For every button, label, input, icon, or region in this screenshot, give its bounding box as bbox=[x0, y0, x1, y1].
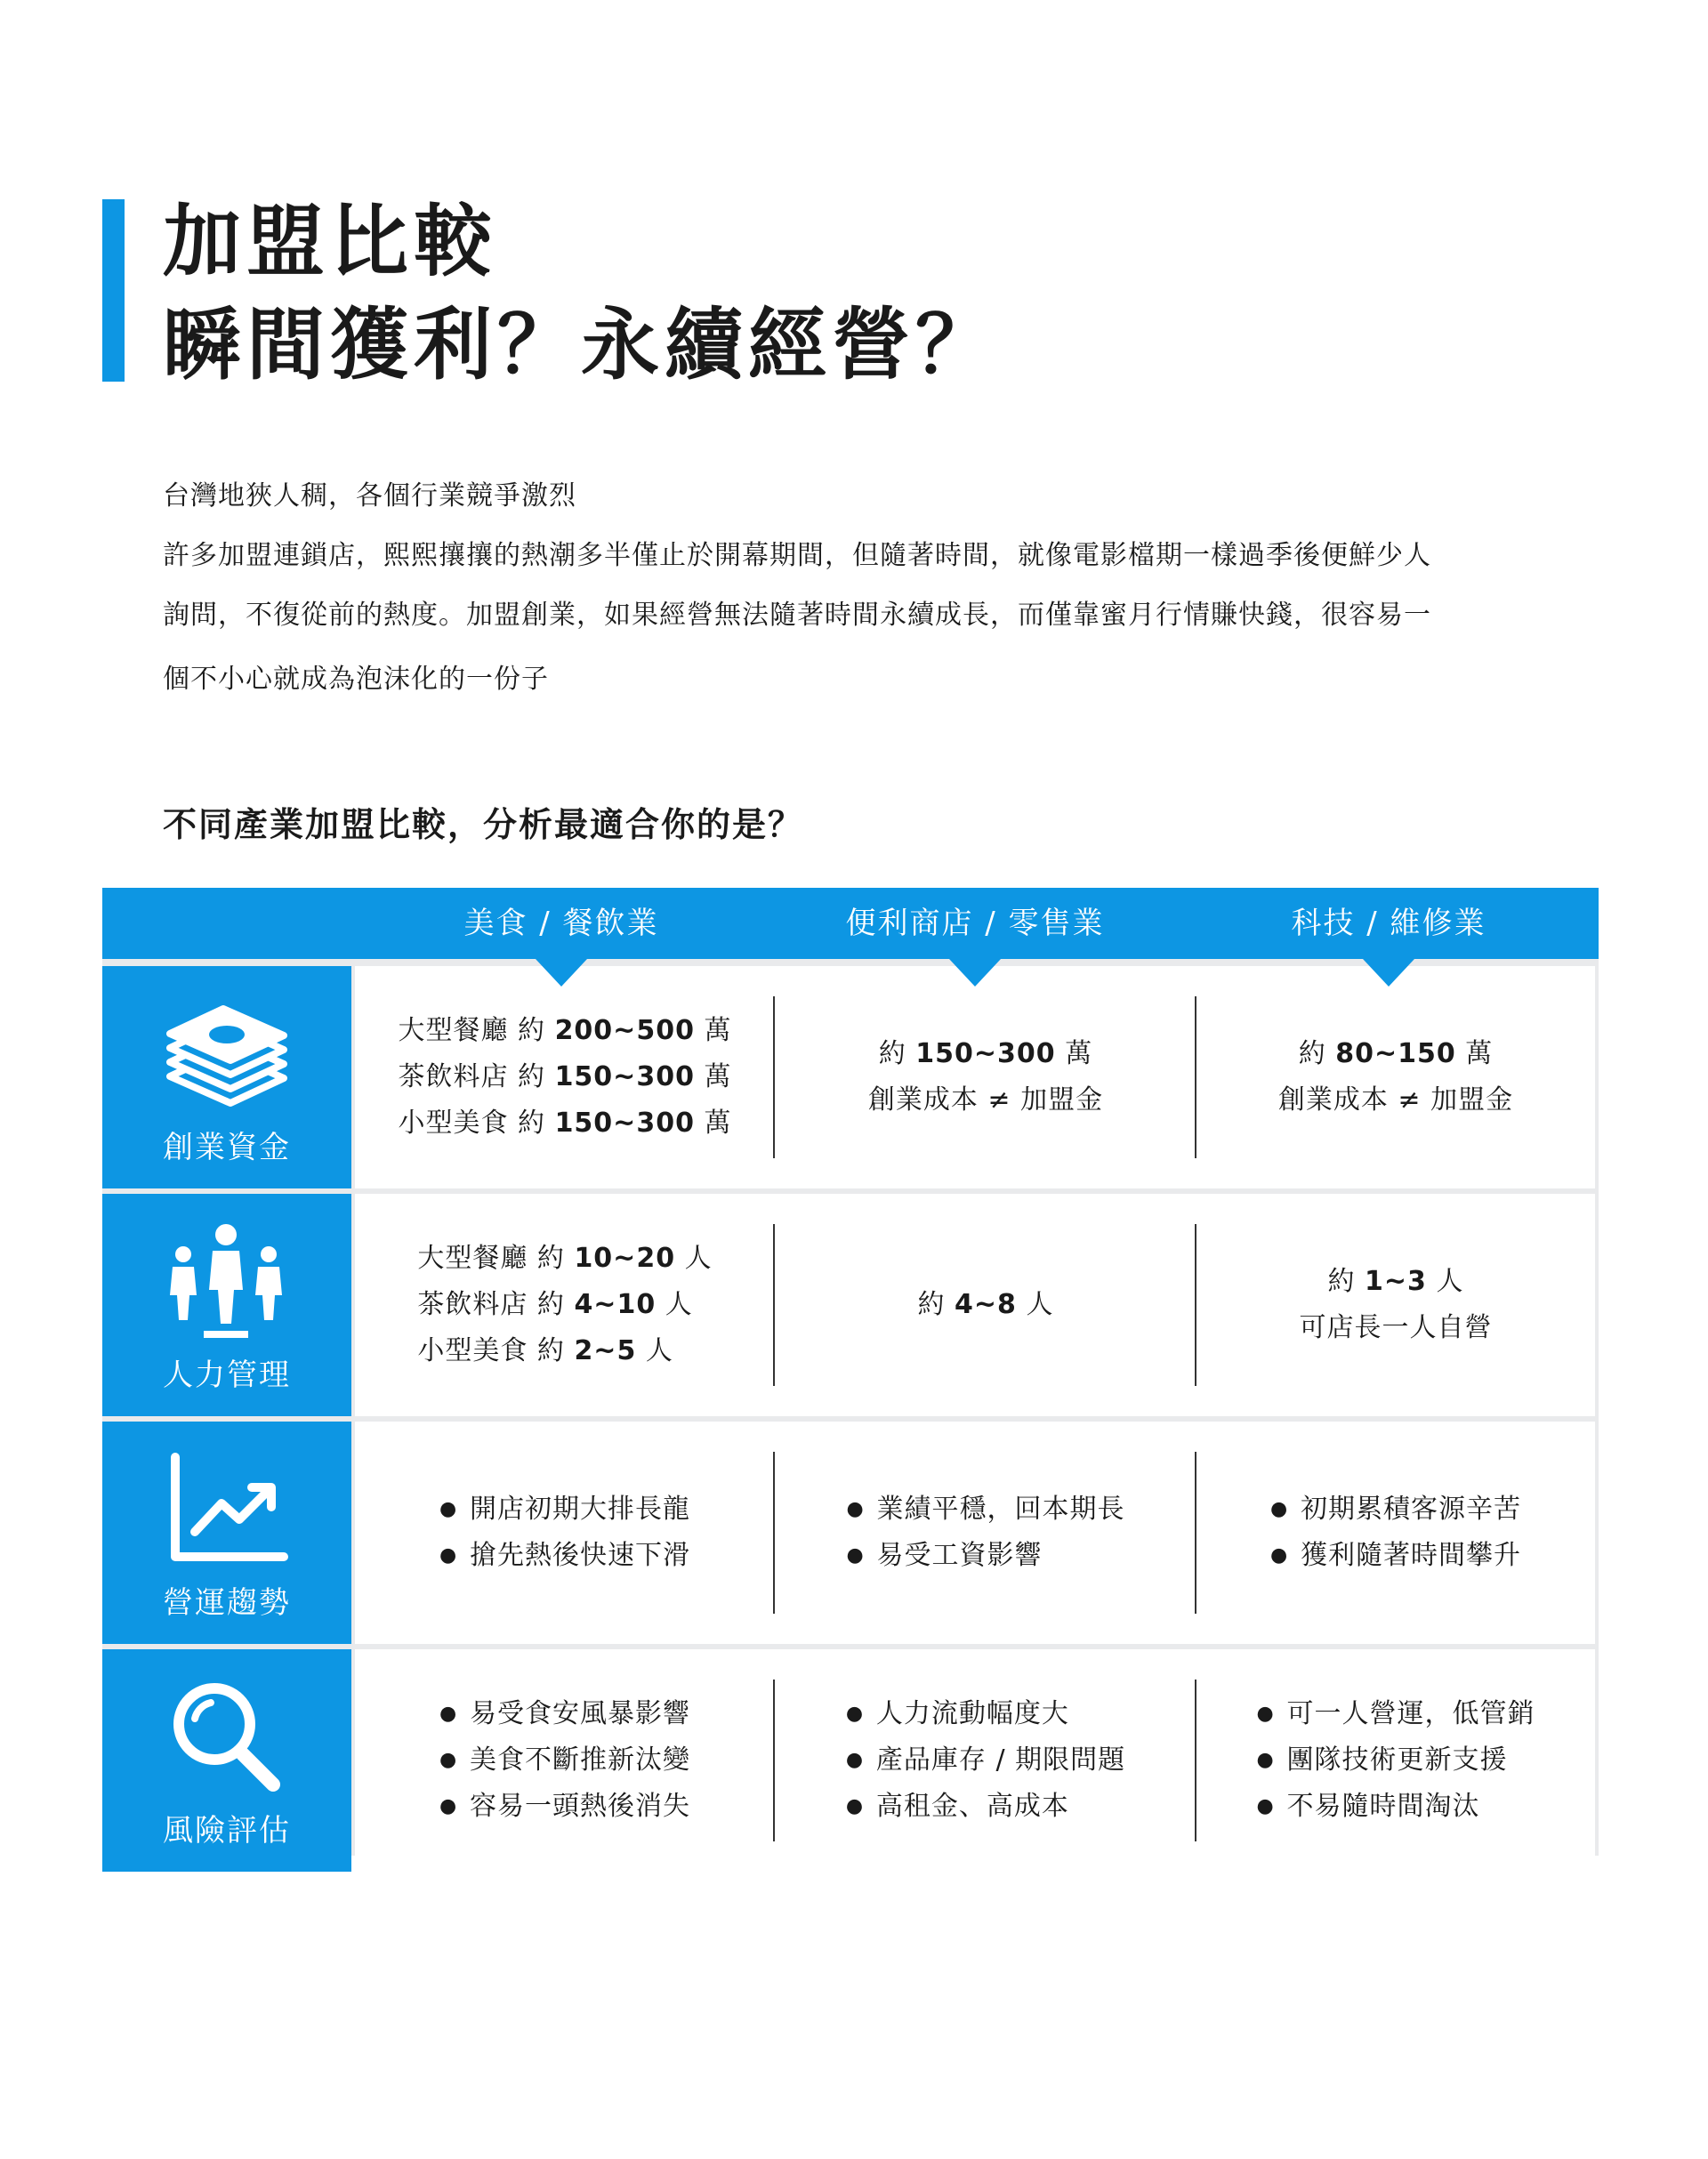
cell-bullet-item: ● 獲利隨著時間攀升 bbox=[1270, 1533, 1521, 1579]
header-tech: 科技 / 維修業 bbox=[1291, 906, 1486, 941]
cell-bullet-item: ● 團隊技術更新支援 bbox=[1257, 1737, 1508, 1784]
table-cell bbox=[775, 966, 1196, 1188]
cell-text-line bbox=[417, 1282, 692, 1328]
people-icon bbox=[159, 1219, 293, 1343]
cell-unit: 人 bbox=[675, 1243, 713, 1274]
intro-line-3: 詢問，不復從前的熱度。加盟創業，如果經營無法隨著時間永續成長，而僅靠蜜月行情賺快錢，很容易一 bbox=[163, 600, 1431, 631]
cell-bullet-item: ● 易受工資影響 bbox=[847, 1533, 1043, 1579]
cell-text-line bbox=[868, 1077, 1103, 1124]
row-label-text: 創業資金 bbox=[163, 1130, 291, 1165]
cell-text-line bbox=[398, 1054, 731, 1100]
cell-text-line bbox=[417, 1328, 673, 1374]
cell-bullet-item: ● 產品庫存 / 期限問題 bbox=[846, 1737, 1125, 1784]
table-cell bbox=[1196, 1649, 1595, 1872]
cell-unit: 萬 bbox=[694, 1015, 732, 1046]
cell-text: 小型美食 約 bbox=[398, 1108, 555, 1139]
row-label-text: 人力管理 bbox=[163, 1357, 291, 1393]
page-title-line-1: 加盟比較 bbox=[163, 196, 498, 287]
table-row bbox=[355, 1422, 1595, 1644]
header-pointer-food bbox=[536, 959, 587, 987]
cell-number: 4~8 bbox=[955, 1289, 1017, 1320]
cell-text-line bbox=[417, 1236, 712, 1282]
cell-unit: 萬 bbox=[1455, 1038, 1494, 1069]
table-row bbox=[355, 1194, 1595, 1416]
intro-line-1: 台灣地狹人稠，各個行業競爭激烈 bbox=[163, 480, 576, 512]
cell-text: 大型餐廳 約 bbox=[398, 1015, 555, 1046]
comparison-table bbox=[102, 888, 1599, 1856]
cell-number: 150~300 bbox=[915, 1038, 1056, 1069]
cell-number: 1~3 bbox=[1365, 1266, 1427, 1297]
row-label-text: 風險評估 bbox=[163, 1813, 291, 1849]
cell-bullet-item: ● 可一人營運，低管銷 bbox=[1257, 1691, 1535, 1737]
table-cell bbox=[355, 966, 775, 1188]
cell-number: 10~20 bbox=[574, 1243, 676, 1274]
table-cell bbox=[775, 1194, 1196, 1416]
row-label-1 bbox=[102, 966, 351, 1188]
table-cell bbox=[775, 1422, 1196, 1644]
magnifier-icon bbox=[159, 1674, 293, 1799]
cell-bullet-item: ● 初期累積客源辛苦 bbox=[1270, 1486, 1521, 1533]
table-cell bbox=[1196, 966, 1595, 1188]
title-accent-bar bbox=[102, 199, 125, 382]
cell-text-line bbox=[879, 1031, 1092, 1077]
comparison-subheading: 不同產業加盟比較，分析最適合你的是？ bbox=[163, 805, 804, 844]
cell-bullet-item: ● 不易隨時間淘汰 bbox=[1257, 1784, 1480, 1830]
cell-bullet-item: ● 人力流動幅度大 bbox=[846, 1691, 1069, 1737]
cell-number: 150~300 bbox=[554, 1108, 695, 1139]
table-cell bbox=[355, 1194, 775, 1416]
table-cell bbox=[355, 1422, 775, 1644]
cell-text: 約 bbox=[878, 1038, 916, 1069]
cell-bullet-item: ● 易受食安風暴影響 bbox=[439, 1691, 690, 1737]
cell-text-line bbox=[1328, 1259, 1464, 1305]
cell-bullet-item: ● 容易一頭熱後消失 bbox=[439, 1784, 690, 1830]
table-header bbox=[102, 888, 1599, 959]
cell-number: 2~5 bbox=[574, 1335, 637, 1366]
cell-unit: 人 bbox=[636, 1335, 673, 1366]
cell-bullet-item: ● 開店初期大排長龍 bbox=[439, 1486, 690, 1533]
cell-text-line bbox=[398, 1008, 731, 1054]
row-label-text: 營運趨勢 bbox=[163, 1585, 291, 1621]
cell-unit: 人 bbox=[656, 1289, 693, 1320]
cell-text: 可店長一人自營 bbox=[1299, 1312, 1493, 1343]
table-cell bbox=[775, 1649, 1196, 1872]
money-stack-icon bbox=[159, 991, 293, 1116]
cell-text-line bbox=[918, 1282, 1054, 1328]
cell-text: 約 bbox=[1298, 1038, 1336, 1069]
cell-unit: 萬 bbox=[694, 1061, 732, 1092]
cell-bullet-item: ● 高租金、高成本 bbox=[846, 1784, 1069, 1830]
row-label-4 bbox=[102, 1649, 351, 1872]
cell-number: 200~500 bbox=[554, 1015, 695, 1046]
row-label-3 bbox=[102, 1422, 351, 1644]
cell-bullet-item: ● 搶先熱後快速下滑 bbox=[439, 1533, 690, 1579]
page-title-line-2: 瞬間獲利？永續經營？ bbox=[163, 299, 1000, 391]
cell-text: 創業成本 ≠ 加盟金 bbox=[867, 1084, 1104, 1116]
cell-text: 約 bbox=[917, 1289, 955, 1320]
cell-unit: 人 bbox=[1426, 1266, 1464, 1297]
cell-text: 茶飲料店 約 bbox=[398, 1061, 555, 1092]
cell-bullet-item: ● 業績平穩，回本期長 bbox=[847, 1486, 1125, 1533]
table-row bbox=[355, 1649, 1595, 1872]
cell-number: 4~10 bbox=[574, 1289, 657, 1320]
table-cell bbox=[1196, 1422, 1595, 1644]
trend-chart-icon bbox=[159, 1446, 293, 1571]
cell-number: 80~150 bbox=[1335, 1038, 1456, 1069]
intro-line-2: 許多加盟連鎖店，熙熙攘攘的熱潮多半僅止於開幕期間，但隨著時間，就像電影檔期一樣過季後便鮮少人 bbox=[163, 540, 1431, 571]
cell-bullet-item: ● 美食不斷推新汰變 bbox=[439, 1737, 690, 1784]
table-cell bbox=[355, 1649, 775, 1872]
cell-number: 150~300 bbox=[554, 1061, 695, 1092]
cell-text: 小型美食 約 bbox=[417, 1335, 575, 1366]
header-pointer-retail bbox=[949, 959, 1001, 987]
cell-text: 大型餐廳 約 bbox=[417, 1243, 575, 1274]
header-pointer-tech bbox=[1363, 959, 1414, 987]
header-retail: 便利商店 / 零售業 bbox=[845, 906, 1105, 941]
intro-line-4: 個不小心就成為泡沫化的一份子 bbox=[163, 664, 549, 695]
cell-text: 茶飲料店 約 bbox=[417, 1289, 575, 1320]
table-row bbox=[355, 966, 1595, 1188]
cell-unit: 人 bbox=[1016, 1289, 1054, 1320]
cell-text-line bbox=[1300, 1305, 1493, 1351]
cell-unit: 萬 bbox=[694, 1108, 732, 1139]
cell-text-line bbox=[398, 1100, 731, 1147]
row-label-2 bbox=[102, 1194, 351, 1416]
header-food: 美食 / 餐飲業 bbox=[463, 906, 659, 941]
cell-text-line bbox=[1278, 1077, 1513, 1124]
table-cell bbox=[1196, 1194, 1595, 1416]
cell-text: 創業成本 ≠ 加盟金 bbox=[1277, 1084, 1514, 1116]
cell-text: 約 bbox=[1327, 1266, 1366, 1297]
cell-text-line bbox=[1299, 1031, 1494, 1077]
cell-unit: 萬 bbox=[1055, 1038, 1093, 1069]
